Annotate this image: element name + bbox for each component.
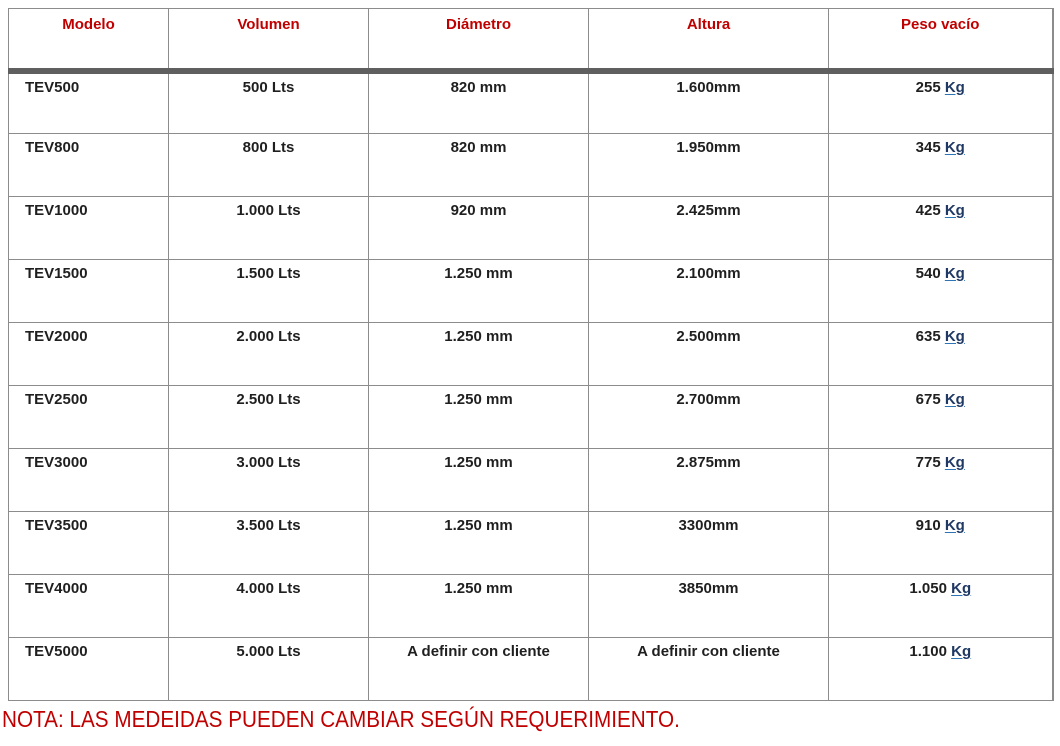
table-row [9,638,1053,701]
cell-diametro: 1.250 mm [369,260,589,323]
cell-peso [829,71,1053,134]
cell-altura: 2.875mm [589,449,829,512]
peso-value: 255 [915,78,945,96]
cell-diametro: A definir con cliente [369,638,589,701]
cell-altura: 2.500mm [589,323,829,386]
header-volumen: Volumen [169,9,369,71]
cell-modelo: TEV2000 [9,323,169,386]
cell-diametro: 820 mm [369,134,589,197]
cell-diametro: 820 mm [369,71,589,134]
kg-unit-link[interactable]: Kg [951,643,972,660]
table-body [9,71,1053,701]
cell-volumen: 1.500 Lts [169,260,369,323]
cell-modelo: TEV3500 [9,512,169,575]
cell-altura: 1.950mm [589,134,829,197]
table-row [9,575,1053,638]
header-altura: Altura [589,9,829,71]
cell-altura: 2.425mm [589,197,829,260]
cell-peso [829,260,1053,323]
table-row [9,260,1053,323]
kg-unit-link[interactable]: Kg [944,391,965,408]
cell-volumen: 800 Lts [169,134,369,197]
cell-peso [829,449,1053,512]
cell-peso [829,323,1053,386]
kg-unit-link[interactable]: Kg [944,139,965,156]
tank-spec-table [8,8,1054,701]
cell-peso [829,386,1053,449]
kg-unit-link[interactable]: Kg [944,328,965,345]
cell-peso [829,134,1053,197]
cell-altura: 3300mm [589,512,829,575]
cell-diametro: 1.250 mm [369,512,589,575]
table-row [9,197,1053,260]
peso-value: 910 [915,517,945,534]
cell-volumen: 2.000 Lts [169,323,369,386]
kg-unit-link[interactable]: Kg [951,580,972,597]
kg-unit-link[interactable]: Kg [944,454,965,471]
cell-altura: 2.100mm [589,260,829,323]
cell-peso [829,197,1053,260]
cell-volumen: 5.000 Lts [169,638,369,701]
peso-value: 775 [915,454,945,471]
cell-diametro: 1.250 mm [369,386,589,449]
header-modelo: Modelo [9,9,169,71]
note-text: NOTA: LAS MEDEIDAS PUEDEN CAMBIAR SEGÚN REQUERIMIENTO. [2,706,680,732]
cell-modelo: TEV1500 [9,260,169,323]
cell-volumen: 500 Lts [169,71,369,134]
table-row [9,386,1053,449]
cell-altura: 2.700mm [589,386,829,449]
peso-value: 675 [915,391,945,408]
cell-modelo: TEV3000 [9,449,169,512]
peso-value: 1.100 [909,643,952,660]
cell-altura: 1.600mm [589,71,829,134]
table-row [9,512,1053,575]
cell-diametro: 1.250 mm [369,575,589,638]
kg-unit-link[interactable]: Kg [944,202,965,219]
table-row [9,449,1053,512]
cell-diametro: 920 mm [369,197,589,260]
kg-unit-link[interactable]: Kg [944,517,965,534]
table-row [9,134,1053,197]
peso-value: 425 [915,202,945,219]
cell-volumen: 3.500 Lts [169,512,369,575]
peso-value: 1.050 [909,580,952,597]
cell-volumen: 1.000 Lts [169,197,369,260]
cell-modelo: TEV4000 [9,575,169,638]
peso-value: 540 [915,265,945,282]
cell-modelo: TEV2500 [9,386,169,449]
header-peso: Peso vacío [829,9,1053,71]
cell-volumen: 4.000 Lts [169,575,369,638]
peso-value: 635 [915,328,945,345]
table-header [9,9,1053,71]
table-row [9,71,1053,134]
cell-diametro: 1.250 mm [369,449,589,512]
cell-volumen: 2.500 Lts [169,386,369,449]
cell-modelo: TEV1000 [9,197,169,260]
table-row [9,323,1053,386]
cell-volumen: 3.000 Lts [169,449,369,512]
cell-modelo: TEV5000 [9,638,169,701]
cell-diametro: 1.250 mm [369,323,589,386]
cell-modelo: TEV500 [9,71,169,134]
kg-unit-link[interactable]: Kg [944,265,965,282]
header-diametro: Diámetro [369,9,589,71]
kg-unit-link[interactable]: Kg [944,78,965,96]
cell-peso [829,575,1053,638]
cell-altura: 3850mm [589,575,829,638]
cell-altura: A definir con cliente [589,638,829,701]
cell-modelo: TEV800 [9,134,169,197]
header-row [9,9,1053,71]
cell-peso [829,512,1053,575]
peso-value: 345 [915,139,945,156]
cell-peso [829,638,1053,701]
